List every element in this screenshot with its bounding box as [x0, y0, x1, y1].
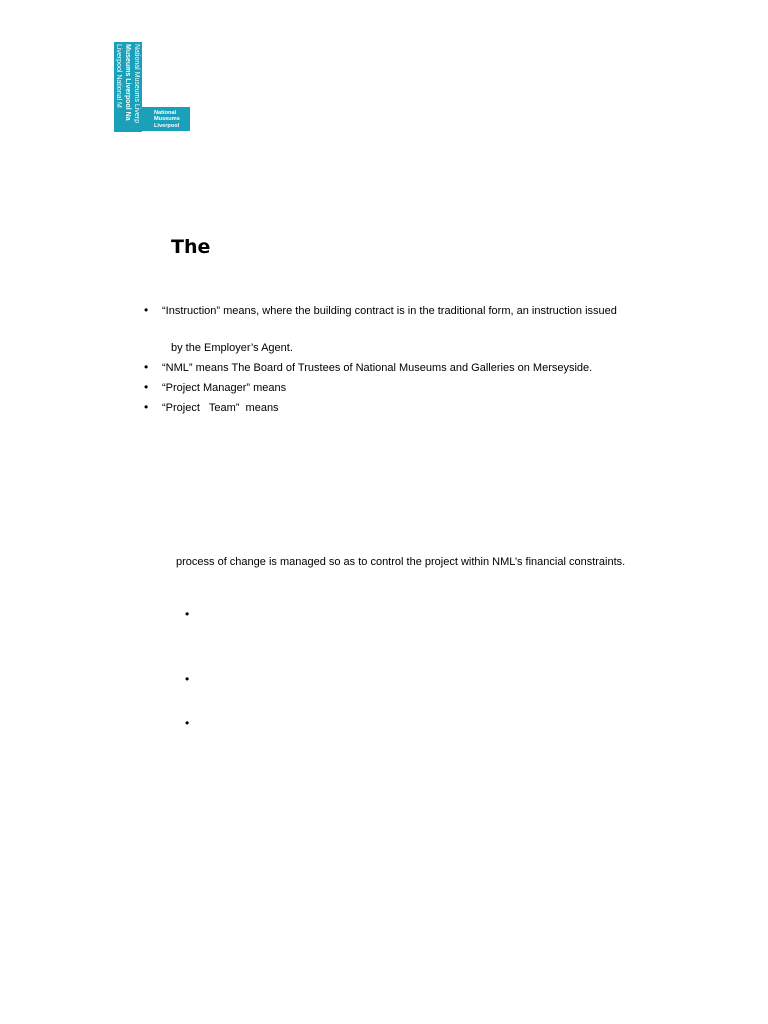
logo-box-line-2: Museums — [154, 116, 180, 123]
logo-vertical-text — [114, 42, 142, 132]
logo-box-line-1: National — [154, 110, 177, 116]
page-heading: The — [171, 236, 211, 258]
logo-vertical-line-2: Museums Liverpool Na — [124, 44, 131, 121]
definition-project-team: “Project Team” means — [162, 402, 279, 414]
logo-connector — [142, 107, 150, 131]
nml-logo — [114, 42, 192, 132]
logo-vertical-bar — [114, 42, 142, 132]
logo-box-line-3: Liverpool — [154, 122, 180, 129]
change-process-paragraph: process of change is managed so as to control the project within NML’s financial constraints. — [176, 556, 626, 568]
definition-nml: “NML” means The Board of Trustees of National Museums and Galleries on Merseyside. — [162, 362, 593, 374]
definition-instruction-line-2: by the Employer’s Agent. — [171, 342, 293, 354]
definition-instruction-line-1: “Instruction” means, where the building contract is in the traditional form, an instruction issued — [162, 305, 617, 317]
bullet-icon: • — [185, 672, 190, 686]
logo-vertical-line-1: National Museums Liverp — [133, 44, 140, 123]
bullet-icon: • — [144, 380, 149, 394]
logo-wordmark-box — [150, 107, 190, 131]
logo-vertical-line-3: Liverpool National M — [115, 44, 122, 108]
bullet-icon: • — [144, 303, 149, 317]
bullet-icon: • — [144, 400, 149, 414]
bullet-icon: • — [185, 607, 190, 621]
bullet-icon: • — [144, 360, 149, 374]
bullet-icon: • — [185, 716, 190, 730]
definition-project-manager: “Project Manager” means — [162, 382, 287, 394]
